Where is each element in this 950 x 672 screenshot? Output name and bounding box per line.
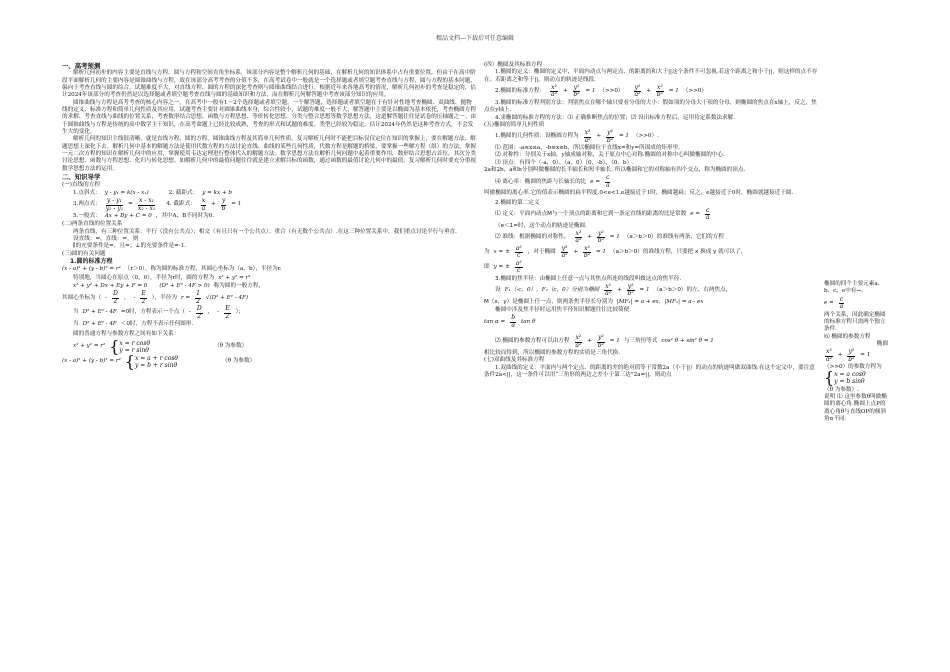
fraction: $\frac{y}{b}$ — [221, 197, 226, 212]
text: M（x，y）是椭圆上任一点，则两条焦半径长分别为 — [484, 298, 613, 305]
formula: = 1 — [639, 287, 650, 294]
fraction: $\frac{\text{a²}}{c}$ — [515, 244, 522, 260]
formula: y - y₁ = k(x - x₁) — [104, 189, 149, 196]
paragraph: 叫做椭圆的离心率.它的值表示椭圆的扁平程度.0<e<1.e越接近于1时，椭圆越扁；反之，e越接近于0时，椭圆就越接近于圆. — [484, 190, 794, 197]
formula-note: （>>0）. — [632, 133, 659, 140]
fraction: $\frac{\text{x - x₁}}{\text{x₂ - x₁}}$ — [137, 197, 156, 212]
formula: e = — [824, 299, 834, 306]
formula-row: 设 F₁（-c，0），F₂（c，0）分别为椭圆 x² a² + $\frac{\text{y²}}{\text{b²}}$ = 1 （a＞b＞0）的左、右两焦点， — [495, 282, 732, 298]
fraction: x² a² — [825, 348, 832, 363]
fraction: D 2 — [113, 290, 118, 305]
formula-label: 3.两点式： — [73, 201, 101, 208]
fraction: $\frac{c}{a}$ — [839, 295, 844, 311]
side-column — [824, 281, 888, 423]
formula-label: 其圆心坐标为（ — [62, 294, 102, 301]
formula-label: 2. 截距式： — [168, 189, 199, 196]
paragraph: （e＜1=时，这个动点的轨迹是椭圆. — [495, 222, 587, 229]
fraction: E 2 — [225, 305, 230, 320]
side-note: 两个关系，因此确定椭圆的标准方程只需两个独立条件. — [824, 311, 886, 333]
formula-label: 2.椭圆的标准方程： — [495, 88, 546, 95]
paragraph: 两条直线，有三种位置关系：平行（没有公共点）；相交（有且只有一个公共点）；重合（有无数个公共点）.在这三种位置关系中，我们重点讨论平行与垂直. — [73, 228, 457, 235]
paragraph: ⑵ 对称性：分别关于x轴、y轴成轴对称，关于原点中心对称.椭圆的对称中心叫做椭圆的中心. — [495, 152, 725, 159]
section-title: 一、高考预测 — [62, 62, 101, 70]
formula-note: （θ 为参数） — [214, 343, 248, 350]
fraction: x a — [201, 197, 206, 212]
formula: |MF₁| = a + ex，|MF₂| = a - ex — [616, 298, 704, 305]
text: 设 — [495, 287, 501, 294]
formula: = 1 — [860, 352, 871, 359]
subsection-title: (五)椭圆的简单几何性质 — [484, 121, 545, 128]
paragraph: ⑴ 范围：-a≤x≤a，-b≤x≤b，所以椭圆位于直线x=和y=所围成的矩形里. — [495, 145, 680, 152]
brace-system: { x = a cosθ y = b sinθ — [824, 368, 866, 388]
formula: tan θ — [521, 318, 536, 325]
paragraph: 1.椭圆的定义：椭圆的定义中，平面内动点与两定点、的距离的和大于||这个条件不可忽视.若这个距离之和小于||，则这样的点不存在；若距离之和等于||，则动点的轨迹是线段. — [484, 69, 818, 83]
paragraph: 圆的普通方程与参数方程之间有如下关系： — [73, 331, 180, 338]
fraction: $\frac{1}{2}$ — [196, 290, 200, 305]
subsection-title: (一)直线的方程 — [62, 181, 100, 188]
text: 为 — [484, 249, 490, 256]
fraction: $\frac{\text{y²}}{\text{b²}}$ — [573, 84, 580, 99]
text: （a＞b＞0）的准线方程，只要把 x 换成 y 就可以了， — [609, 249, 747, 256]
formula: = 1 — [609, 234, 620, 241]
side-note: 椭圆 — [876, 340, 888, 347]
formula-row — [484, 315, 820, 329]
fraction: x² a² — [584, 129, 591, 144]
formula-row: 3.两点式： $\frac{\text{y - y₁}}{\text{y₂ - y₁}}$ = $\frac{\text{x - x₁}}{\text{x₂ - x₁}}$ 4. 截距式： x a + $\frac{y}{b}$ = 1 — [73, 197, 242, 212]
text: ）； — [235, 309, 244, 316]
formula-label: 4. 截距式： — [166, 201, 196, 208]
formula-row — [62, 266, 476, 273]
paragraph: 2a和2b，a和b分别叫做椭圆的长半轴长和短半轴长. 所以椭圆和它的对称轴有四个交点，称为椭圆的顶点. — [484, 167, 746, 174]
text: 当 — [73, 321, 79, 328]
formula-row: x² a² + $\frac{\text{y²}}{\text{b²}}$ = 1 — [825, 348, 871, 363]
formula: Ax + By + C = 0 — [104, 213, 152, 219]
brace-system: { x = a + r cosθ y = b + r sinθ — [124, 351, 179, 371]
paragraph: 设直线：=，直线：=，则 — [73, 236, 139, 243]
brace-system: { x = r cosθ y = r sinθ — [109, 336, 151, 356]
formula: tan α = — [484, 318, 506, 325]
formula: cos² θ + sin² θ = 1 — [661, 338, 714, 345]
formula-label: ），半径为 — [151, 294, 177, 301]
side-note: 说明 ⑴ 这里参数θ叫做椭圆的离心角.椭圆上点P的离心角θ与直线OP的倾斜角α不同： — [824, 394, 887, 423]
left-column — [62, 62, 476, 370]
side-note: ⑹ 椭圆的参数方程 — [824, 333, 871, 340]
formula: (D² + E² - 4F > 0) — [159, 283, 210, 290]
subsection-heading: 3.椭圆的焦半径：由椭圆上任意一点与其焦点所连的线段叫做这点的焦半径. — [495, 275, 682, 282]
paragraph: 椭圆中涉及焦半径时运用焦半径知识解题往往比较简便. — [495, 307, 632, 313]
formula: x² + y² = r² — [218, 274, 251, 281]
fraction: y² a² — [634, 84, 641, 99]
fraction: $\frac{\text{y²}}{\text{b²}}$ — [597, 230, 604, 245]
formula: y = kx + b — [202, 189, 233, 196]
formula-note: 称为圆的一般方程， — [213, 283, 265, 290]
formula: r = — [180, 294, 191, 301]
formula-row — [62, 190, 476, 197]
formula-row — [62, 275, 476, 282]
fraction: $\frac{\text{y - y₁}}{\text{y₂ - y₁}}$ — [105, 197, 124, 212]
paragraph: 4.求椭圆的标准方程的方法：⑴ 正确推断焦点的位置；⑵ 设出标准方程后，运用待定系数法求解. — [495, 114, 736, 121]
fraction: x² a² — [551, 84, 557, 99]
formula: y = ± — [493, 263, 510, 270]
formula: x = ± — [493, 249, 510, 256]
formula: D² + E² - 4F — [82, 309, 117, 316]
fraction: $\frac{\text{x²}}{\text{b²}}$ — [656, 84, 664, 99]
paragraph: 解析几何的知识主线很清晰，就是直线方程、圆的方程、圆锥曲线方程及其简单几何性质，复习解析几何时不能把目标仅仅定位在知识的掌握上，要在解题方法、解题思想上深化下去。解析几何中基本的解题方法是使用代数方程的方法讨论直线、曲线的某些几何性质，代数方程是解题的桥梁，要掌握一些解方程（组）的方法，掌握一元二次方程的知识在解析几何中的应用，掌握使用韦达定理进行整体代入的解题方法；数学思想方法在解析几何问题中起着重要作用，数形结合思想占首位，其次分类讨论思想、函数与方程思想、化归与转化思想。如解析几何中的最值问题往往就是建立求解目标的函数，通过函数的最值讨论几何中的最值，复习解析几何时要充分重视数学思想方法的运用。 — [62, 136, 476, 172]
formula-label: 1.点斜式： — [73, 189, 101, 196]
formula-row — [62, 351, 476, 371]
fraction: y² a² — [561, 244, 568, 260]
formula: e = — [690, 211, 700, 218]
formula-row — [62, 321, 476, 328]
text: ，对于椭圆 — [527, 249, 556, 256]
paragraph: ∥的充要条件是=，且=；⊥的充要条件是=-1. — [73, 243, 187, 250]
formula-note: ，其中A、B不同时为0. — [155, 213, 215, 219]
fraction: $\frac{c}{a}$ — [605, 174, 610, 189]
formula-row: 其圆心坐标为（ - D 2 ， - E 2 ），半径为 r = $\frac{1}{2}$ √(D² + E² - 4F) — [62, 290, 249, 305]
formula-label: 5.一般式： — [73, 213, 101, 219]
formula-row — [484, 299, 820, 306]
paragraph: ⑶ 顶点：有四个（-a，0）、（a，0）（0，-b）、（0，b）. — [495, 159, 634, 166]
formula-note: 特别地，当圆心在原点（0，0），半径为r时，圆的方程为 — [73, 274, 215, 281]
paragraph: 1.双曲线的定义：平面内与两个定点、的距离的差的绝对值等于常数2a（小于||）的动点的轨迹叫做双曲线.在这个定义中，要注意条件2a<||，这一条件可以用“三角形的两边之差小于第三边”2a=||，则动点 — [484, 364, 815, 378]
formula-label: 1.椭圆的几何性质：设椭圆方程为 — [495, 133, 579, 140]
page-header: 精品文档---下载后可任意编辑 — [435, 35, 515, 42]
side-note: 椭圆的四个主要元素a、b、c、e中有→、 — [824, 281, 884, 295]
fraction: $\frac{\text{y²}}{\text{b²}}$ — [606, 129, 614, 144]
right-column — [484, 62, 820, 379]
text: 与三角恒等式 — [623, 338, 658, 345]
formula-row: ⑵ 准线：根据椭圆的对称性， x² a² + $\frac{\text{y²}}{\text{b²}}$ = 1 （a＞b＞0）的准线有两条，它们的方程 — [495, 230, 724, 245]
section-title: 二、知识导学 — [62, 173, 101, 182]
formula-row: 为 x = ± $\frac{\text{a²}}{c}$ ，对于椭圆 y² a² + $\frac{\text{x²}}{\text{b²}}$ = 1 （a＞b＞0）的准线方程，只要把 x 换成 y 就可以了， — [484, 244, 747, 260]
formula: = 1 — [231, 201, 242, 208]
fraction: $\frac{b}{a}$ — [511, 314, 516, 329]
formula-row — [824, 297, 888, 311]
formula-row — [484, 175, 820, 189]
formula-row — [62, 283, 476, 290]
fraction: $\frac{\text{y²}}{\text{b²}}$ — [848, 348, 855, 363]
formula-row — [484, 261, 820, 275]
subsection-title: (三)圆的有关问题 — [62, 250, 106, 257]
text: ⑵ 准线：根据椭圆的对称性， — [495, 234, 570, 241]
formula: e = — [590, 178, 601, 185]
text: 即 — [484, 263, 490, 270]
formula-row: 当 D² + E² - 4F =0时，方程表示一个点（ - D 2 ， - E 2 ）； — [73, 305, 244, 320]
fraction: D 2 — [196, 305, 202, 320]
text: 当 — [73, 309, 79, 316]
paragraph: 解析几何初步的内容主要是直线与方程、圆与方程和空间直角坐标系，该部分内容是整个解析几何的基础，在解析几何的知识体系中占有重要位置，但由于在高中阶段平面解析几何的主要内容是圆锥曲线与方程，故在该部分高考考查的分值不多，在高考试卷中一般就是一个选择题或者填空题考查直线与方程、圆与方程的基本问题，偏向于考查直线与圆的综合，试题难度不大，对直线方程、圆的方程的深化考查则与圆锥曲线结合进行。根据近年来各地高考的情况，解析几何初步的考查是稳定的，估计2024年该部分的考查仍然是以选择题或者填空题考查直线与圆的基础知识和方法，而在解析几何解答题中考查该部分知识的应用。 — [62, 70, 476, 99]
formula-row: 2.椭圆的标准方程： x² a² + $\frac{\text{y²}}{\text{b²}}$ = 1 （>>0） y² a² + $\frac{\text{x²}}{\text{b²}}$ = 1 （>>0） — [495, 84, 707, 99]
subsection-heading: 2.椭圆的第二定义 — [495, 199, 540, 206]
formula-row — [62, 213, 476, 220]
formula: F₁（-c，0），F₂（c，0）分别为椭圆 — [504, 287, 600, 294]
formula: x² + y² + Dx + Ey + F = 0 — [73, 283, 148, 290]
fraction: $\frac{\text{a²}}{c}$ — [515, 259, 522, 275]
side-note: （θ 为参数）. — [824, 386, 859, 393]
formula-row: ⑵ 椭圆的参数方程可以由方程 x² a² + $\frac{\text{y²}}{\text{b²}}$ = 1 与三角恒等式 cos² θ + sin² θ = 1 — [495, 334, 714, 349]
subsection-title: (七)双曲线及其标准方程 — [484, 357, 545, 364]
fraction: $\frac{\text{y²}}{\text{b²}}$ — [597, 334, 604, 349]
text: （a＞b＞0）的准线有两条，它们的方程 — [623, 234, 724, 241]
fraction: x² a² — [605, 282, 612, 298]
formula: = 1 — [609, 338, 620, 345]
paragraph: 3.椭圆的标准方程判别方法：判别焦点在哪个轴只要看分母的大小：假如项的分母大于项的分母，则椭圆的焦点在x轴上，反之，焦点在y轴上. — [484, 99, 817, 114]
formula-row: 1.椭圆的几何性质：设椭圆方程为 x² a² + $\frac{\text{y²}}{\text{b²}}$ = 1 （>>0）. — [495, 129, 659, 144]
subsection-title: (二)两条直线的位置关系 — [62, 221, 123, 228]
formula: (x - a)² + (y - b)² = r² — [62, 358, 121, 365]
text: ⑵ 椭圆的参数方程可以由方程 — [495, 338, 570, 345]
fraction: x² a² — [575, 230, 582, 245]
formula-note: （>>0） — [599, 88, 624, 95]
formula-note: （r＞0），称为圆的标准方程，其圆心坐标为（a，b），半径为r. — [124, 266, 282, 273]
fraction: $\frac{c}{a}$ — [705, 206, 710, 222]
formula-note: （>>0） — [682, 88, 707, 95]
text: （a＞b＞0）的左、右两焦点， — [653, 287, 732, 294]
fraction: $\frac{\text{x²}}{\text{b²}}$ — [583, 244, 591, 260]
formula: = 1 — [595, 249, 606, 256]
side-note: （>>0）的参数方程为 — [824, 364, 882, 371]
formula-row — [484, 208, 820, 222]
formula-note: （θ 为参数） — [222, 358, 256, 365]
subsection-heading: 1.圆的标准方程 — [70, 258, 113, 266]
paragraph: 圆锥曲线与方程是高考考查的核心内容之一，在高考中一般有1～2个选择题或者填空题，一个解答题，选择题或者填空题在于有针对性地考查椭圆、双曲线、抛物线的定义、标准方程和简单几何性质及其应用，试题考查主要针对圆锥曲线本身，综合性较小，试题的难度一般不大；解答题中主要是以椭圆为基本依托，考查椭圆方程的求解、考查直线与曲线的位置关系，考查数形结合思想、函数与方程思想、等价转化思想、分类与整合思想等数学思想方法，这道解答题往往是试卷的压轴题之一。由于圆锥曲线与方程是传统的高中数学主干知识，在高考命题上已经比较成熟，考查的形式和试题的难度、类型已经较为稳定，估计2024年仍然是这种考查方式，不会发生大的变化。 — [62, 99, 476, 136]
formula: = 1 — [668, 88, 679, 95]
formula: D² + E² - 4F — [82, 321, 117, 328]
fraction: $\frac{\text{y²}}{\text{b²}}$ — [627, 282, 634, 298]
formula: = 1 — [585, 88, 596, 95]
text: =0时，方程表示一个点（ — [120, 309, 185, 316]
formula: = 1 — [618, 133, 629, 140]
subsection-title: (四）椭圆及其标准方程 — [484, 62, 543, 68]
text: ⑴ 定义：平面内动点M与一个顶点的距离和它到一条定直线的距离的比是常数 — [495, 211, 687, 218]
formula: x² + y² = r² — [73, 343, 106, 350]
fraction: x² a² — [575, 334, 582, 349]
formula: (x - a)² + (y - b)² = r² — [62, 266, 121, 273]
text: ⑷ 离心率：椭圆的焦距与长轴长的比 — [495, 178, 587, 185]
paragraph: 相比较而得到，所以椭圆的参数方程的实质是三角代换. — [484, 349, 621, 356]
text: ＜0时，方程不表示任何图形. — [120, 321, 194, 328]
fraction: E 2 — [141, 290, 146, 305]
formula: √(D² + E² - 4F) — [205, 294, 249, 301]
